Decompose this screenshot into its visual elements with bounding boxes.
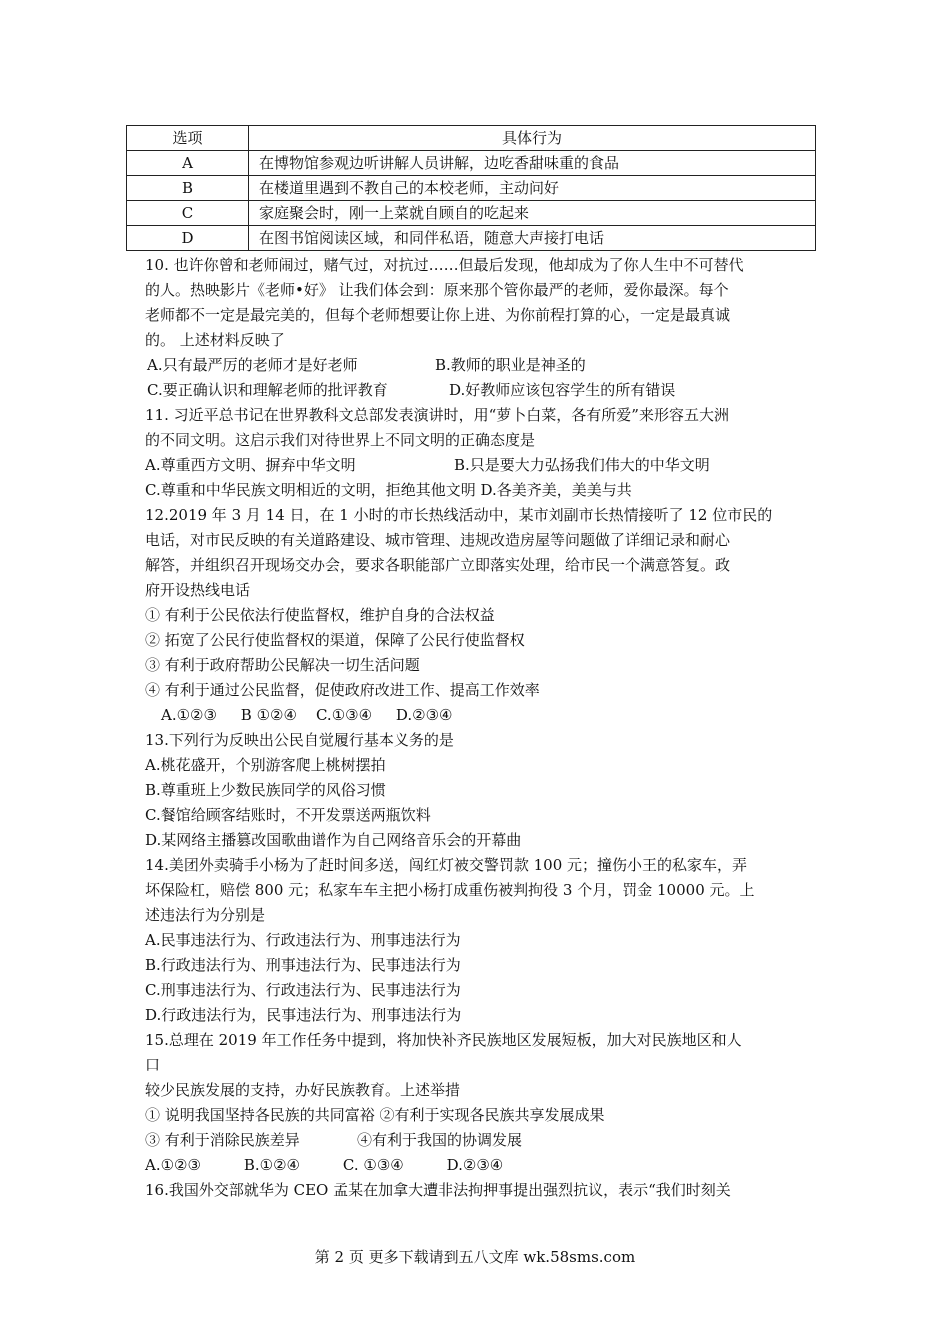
question-15-text: 较少民族发展的支持，办好民族教育。上述举措: [145, 1081, 461, 1099]
question-10-options-row: [145, 378, 817, 403]
table-cell-behavior: 家庭聚会时，刚一上菜就自顾自的吃起来: [249, 201, 816, 226]
table-header-row: [127, 126, 816, 151]
question-14-text: 述违法行为分别是: [145, 906, 266, 924]
table-cell-behavior: 在图书馆阅读区域，和同伴私语，随意大声接打电话: [249, 226, 816, 251]
question-10-text: 老师都不一定是最完美的，但每个老师想要让你上进、为你前程打算的心，一定是最真诚: [145, 306, 731, 324]
option-b: B.尊重班上少数民族同学的风俗习惯: [145, 781, 386, 799]
question-14-text: 坏保险杠，赔偿 800 元；私家车车主把小杨打成重伤被判拘役 3 个月，罚金 10000 元。上: [145, 881, 755, 899]
table-header-option: 选项: [127, 126, 249, 151]
question-11-text: 的不同文明。这启示我们对待世界上不同文明的正确态度是: [145, 431, 536, 449]
option-d: D.行政违法行为，民事违法行为、刑事违法行为: [145, 1006, 462, 1024]
table-cell-option: A: [127, 151, 249, 176]
question-10-text: 的人。热映影片《老师•好》 让我们体会到：原来那个管你最严的老师，爱你最深。每个: [145, 281, 729, 299]
table-cell-behavior: 在楼道里遇到不教自己的本校老师，主动问好: [249, 176, 816, 201]
question-11-options-cd: C.尊重和中华民族文明相近的文明，拒绝其他文明 D.各美齐美，美美与共: [145, 481, 632, 499]
option-b: B.行政违法行为、刑事违法行为、民事违法行为: [145, 956, 461, 974]
option-b: B.只是要大力弘扬我们伟大的中华文明: [454, 456, 710, 474]
option-c: C.刑事违法行为、行政违法行为、民事违法行为: [145, 981, 461, 999]
table-cell-option: C: [127, 201, 249, 226]
option-a: A.民事违法行为、行政违法行为、刑事违法行为: [145, 931, 461, 949]
statements-1-2: ① 说明我国坚持各民族的共同富裕 ②有利于实现各民族共享发展成果: [145, 1106, 605, 1124]
statement-1: ① 有利于公民依法行使监督权，维护自身的合法权益: [145, 606, 495, 624]
question-15-text: 15.总理在 2019 年工作任务中提到，将加快补齐民族地区发展短板，加大对民族地区和人: [145, 1031, 742, 1049]
question-15-options: A.①②③ B.①②④ C. ①③④ D.②③④: [145, 1156, 504, 1174]
question-11-options-row: [145, 453, 817, 478]
table-row: [127, 176, 816, 201]
table-row: [127, 201, 816, 226]
question-12-text: 府开设热线电话: [145, 581, 251, 599]
question-10-text: 10. 也许你曾和老师闹过，赌气过，对抗过……但最后发现，他却成为了你人生中不可替代: [145, 256, 744, 274]
statement-3: ③ 有利于政府帮助公民解决一切生活问题: [145, 656, 420, 674]
table-header-behavior: 具体行为: [249, 126, 816, 151]
question-13-text: 13.下列行为反映出公民自觉履行基本义务的是: [145, 731, 454, 749]
statement-2: ② 拓宽了公民行使监督权的渠道，保障了公民行使监督权: [145, 631, 525, 649]
questions-body: [145, 253, 817, 1203]
table-cell-option: B: [127, 176, 249, 201]
option-d: D.某网络主播篡改国歌曲谱作为自己网络音乐会的开幕曲: [145, 831, 522, 849]
statements-3-4: ③ 有利于消除民族差异 ④有利于我国的协调发展: [145, 1131, 522, 1149]
table-row: [127, 151, 816, 176]
question-12-text: 解答，并组织召开现场交办会，要求各职能部广立即落实处理，给市民一个满意答复。政: [145, 556, 731, 574]
question-15-text: 口: [145, 1056, 161, 1074]
option-a: A.桃花盛开，个别游客爬上桃树摆拍: [145, 756, 386, 774]
table-cell-option: D: [127, 226, 249, 251]
option-b: B.教师的职业是神圣的: [435, 356, 586, 374]
question-14-text: 14.美团外卖骑手小杨为了赶时间多送，闯红灯被交警罚款 100 元；撞伤小王的私家车，弄: [145, 856, 748, 874]
behavior-options-table: [126, 125, 816, 251]
option-a: A.尊重西方文明、摒弃中华文明: [145, 456, 356, 474]
option-d: D.好教师应该包容学生的所有错误: [449, 381, 676, 399]
option-a: A.只有最严厉的老师才是好老师: [147, 356, 358, 374]
question-11-text: 11. 习近平总书记在世界教科文总部发表演讲时，用“萝卜白菜，各有所爱”来形容五大洲: [145, 406, 729, 424]
table-row: [127, 226, 816, 251]
page-footer: 第 2 页 更多下载请到五八文库 wk.58sms.com: [314, 1248, 636, 1266]
question-10-text: 的。 上述材料反映了: [145, 331, 285, 349]
question-12-options: A.①②③ B ①②④ C.①③④ D.②③④: [161, 706, 453, 724]
question-12-text: 电话，对市民反映的有关道路建设、城市管理、违规改造房屋等问题做了详细记录和耐心: [145, 531, 731, 549]
option-c: C.餐馆给顾客结账时，不开发票送两瓶饮料: [145, 806, 431, 824]
statement-4: ④ 有利于通过公民监督，促使政府改进工作、提高工作效率: [145, 681, 540, 699]
question-10-options-row: [145, 353, 817, 378]
question-16-text: 16.我国外交部就华为 CEO 孟某在加拿大遭非法拘押事提出强烈抗议，表示“我们时刻关: [145, 1181, 731, 1199]
question-12-text: 12.2019 年 3 月 14 日，在 1 小时的市长热线活动中，某市刘副市长热情接听了 12 位市民的: [145, 506, 773, 524]
option-c: C.要正确认识和理解老师的批评教育: [147, 381, 388, 399]
table-cell-behavior: 在博物馆参观边听讲解人员讲解，边吃香甜味重的食品: [249, 151, 816, 176]
